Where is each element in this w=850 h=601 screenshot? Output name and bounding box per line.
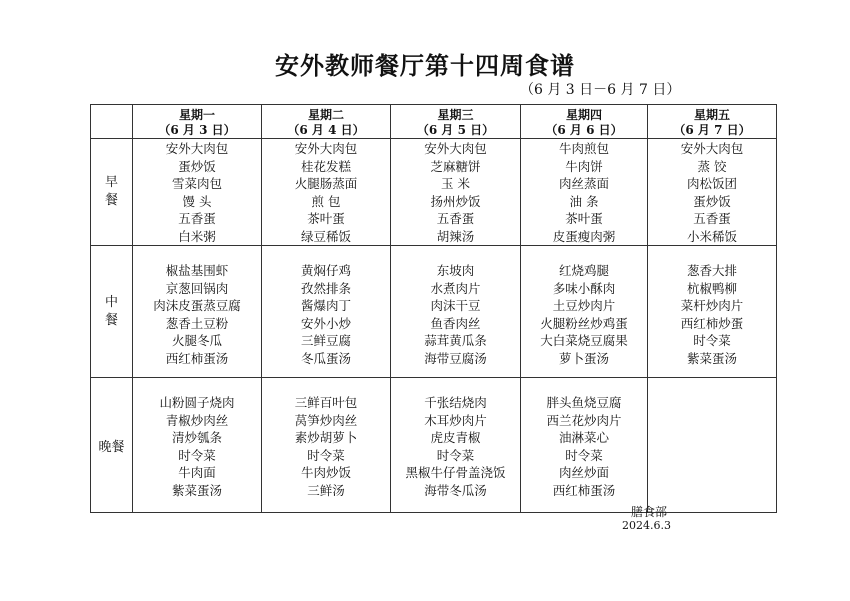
day-name: 星期二: [307, 108, 344, 122]
day-name: 星期一: [178, 108, 215, 122]
day-name: 星期五: [693, 108, 730, 122]
dish-list: [262, 246, 390, 367]
dish-item: 紫菜蛋汤: [171, 482, 222, 498]
dish-item: 紫菜蛋汤: [686, 350, 737, 366]
day-header: [521, 105, 648, 139]
day-name: 星期三: [437, 108, 474, 122]
dish-item: 雪菜肉包: [171, 176, 222, 191]
dish-item: 牛肉面: [178, 465, 216, 480]
dish-list: [391, 139, 520, 245]
dish-item: 椒盐基围虾: [165, 263, 229, 278]
dish-item: 玉 米: [441, 176, 470, 191]
meal-label-text: 早 餐: [104, 175, 118, 208]
corner-cell: [91, 105, 133, 139]
dish-list: [391, 378, 520, 499]
dish-item: 山粉圆子烧肉: [159, 395, 235, 410]
dish-item: 火腿冬瓜: [171, 333, 222, 348]
dish-item: 海带冬瓜汤: [424, 482, 487, 498]
dish-item: 冬瓜蛋汤: [300, 350, 351, 366]
day-date: （6 月 5 日）: [416, 123, 495, 137]
dish-item: 木耳炒肉片: [424, 412, 487, 428]
menu-cell: [133, 246, 262, 378]
dish-item: 煎 包: [311, 193, 341, 209]
day-header: [133, 105, 262, 139]
dish-list: [648, 378, 776, 394]
dish-list: [521, 139, 647, 245]
menu-cell: [133, 378, 262, 513]
menu-cell: [521, 378, 648, 513]
dish-item: 牛肉煎包: [558, 141, 609, 156]
dish-item: 东坡肉: [436, 263, 475, 278]
page-title: 安外教师餐厅第十四周食谱: [275, 52, 575, 80]
dish-list: [648, 246, 776, 367]
dish-item: 茶叶蛋: [307, 211, 345, 226]
day-header: [391, 105, 521, 139]
meal-label: [91, 246, 133, 378]
day-name: 星期四: [565, 108, 602, 122]
dish-item: 肉丝炒面: [558, 465, 609, 480]
menu-cell: [133, 139, 262, 246]
dish-item: 鱼香肉丝: [430, 315, 481, 331]
dish-item: 安外大肉包: [424, 141, 487, 156]
dish-item: 肉沫干豆: [430, 298, 481, 313]
dish-item: 时令菜: [178, 447, 216, 463]
menu-cell: [262, 246, 391, 378]
dish-item: 小米稀饭: [686, 228, 737, 244]
day-date: （6 月 6 日）: [545, 123, 623, 137]
dish-item: 时令菜: [307, 447, 345, 463]
dish-item: 安外小炒: [300, 315, 351, 331]
dish-item: 肉丝蒸面: [558, 176, 609, 191]
dish-item: 牛肉饼: [565, 158, 603, 174]
week-date-range: （6 月 3 日－6 月 7 日）: [520, 82, 681, 98]
menu-cell: [521, 139, 648, 246]
dish-item: 京葱回锅肉: [165, 280, 229, 296]
dish-item: 酱爆肉丁: [300, 298, 351, 313]
dish-item: 黄焖仔鸡: [300, 263, 351, 278]
dish-item: 西兰花炒肉片: [546, 412, 622, 428]
dish-item: 时令菜: [693, 333, 731, 348]
dish-item: 葱香土豆粉: [165, 315, 229, 331]
menu-cell: [521, 246, 648, 378]
dish-item: 清炒瓠条: [171, 430, 222, 445]
dish-list: [648, 139, 776, 245]
dish-item: 西红柿蛋汤: [552, 482, 616, 498]
meal-row-lunch: [91, 246, 777, 378]
dish-item: 海带豆腐汤: [424, 350, 487, 366]
dish-item: 茶叶蛋: [565, 211, 603, 226]
day-date: （6 月 3 日）: [158, 123, 236, 137]
menu-cell: [648, 139, 777, 246]
dish-item: 多味小酥肉: [552, 280, 616, 296]
dish-item: 三鲜汤: [307, 482, 345, 498]
dish-list: [133, 246, 261, 367]
dish-item: 蒜茸黄瓜条: [424, 333, 487, 348]
dish-item: 素炒胡萝卜: [294, 430, 358, 445]
dish-item: 大白菜烧豆腐果: [540, 333, 628, 348]
menu-cell: [262, 139, 391, 246]
menu-cell: [391, 246, 521, 378]
dish-list: [391, 246, 520, 367]
day-date: （6 月 7 日）: [673, 123, 751, 137]
menu-cell: [262, 378, 391, 513]
dish-item: 红烧鸡腿: [558, 263, 609, 278]
dish-item: 萝卜蛋汤: [558, 350, 609, 366]
dish-item: 安外大肉包: [680, 141, 744, 156]
dish-item: 蛋炒饭: [693, 193, 731, 209]
dish-item: 胡辣汤: [436, 228, 475, 244]
dish-item: 蒸 饺: [697, 158, 727, 174]
dish-list: [133, 139, 261, 245]
dish-item: 千张结烧肉: [424, 395, 487, 410]
dish-item: 五香蛋: [693, 211, 731, 226]
dish-item: 皮蛋瘦肉粥: [552, 228, 616, 244]
dish-item: 牛肉炒饭: [300, 465, 351, 480]
dish-item: 安外大肉包: [294, 141, 358, 156]
dish-item: 肉松饭团: [686, 176, 737, 191]
menu-cell: [648, 246, 777, 378]
dish-item: 杭椒鸭柳: [686, 280, 737, 296]
dish-item: 水煮肉片: [430, 280, 481, 296]
menu-cell: [391, 139, 521, 246]
dish-item: 葱香大排: [686, 263, 737, 278]
dish-item: 时令菜: [436, 447, 475, 463]
dish-item: 绿豆稀饭: [300, 228, 351, 244]
dish-item: 五香蛋: [436, 211, 475, 226]
dish-item: 芝麻糖饼: [430, 158, 481, 174]
dish-item: 五香蛋: [178, 211, 216, 226]
meal-label-text: 晚餐: [98, 439, 125, 455]
dish-item: 火腿肠蒸面: [294, 176, 358, 191]
dish-item: 扬州炒饭: [430, 193, 481, 209]
dish-list: [262, 139, 390, 245]
day-header: [648, 105, 777, 139]
dish-list: [521, 378, 647, 499]
meal-label: [91, 378, 133, 513]
meal-row-breakfast: [91, 139, 777, 246]
dish-item: 胖头鱼烧豆腐: [546, 395, 622, 410]
dish-item: 蛋炒饭: [178, 158, 216, 174]
header-row: [91, 105, 777, 139]
signature-date: 2024.6.3: [622, 519, 671, 532]
dish-item: 莴笋炒肉丝: [294, 412, 358, 428]
dish-item: 西红柿炒蛋: [680, 315, 744, 331]
dish-item: 火腿粉丝炒鸡蛋: [540, 315, 628, 331]
dish-item: 肉沫皮蛋蒸豆腐: [153, 298, 241, 313]
dish-item: 馒 头: [182, 193, 212, 209]
dish-item: 油淋菜心: [558, 430, 609, 445]
dish-item: 三鲜豆腐: [300, 333, 351, 348]
menu-table: [90, 104, 777, 513]
dish-item: 土豆炒肉片: [552, 298, 616, 313]
meal-row-dinner: [91, 378, 777, 513]
dish-item: 虎皮青椒: [430, 430, 481, 445]
dish-list: [262, 378, 390, 499]
dish-item: 油 条: [569, 193, 599, 209]
day-date: （6 月 4 日）: [287, 123, 365, 137]
dish-item: 时令菜: [565, 447, 603, 463]
menu-cell: [648, 378, 777, 513]
dish-item: 黑椒牛仔骨盖浇饭: [405, 465, 506, 480]
dish-item: 菜杆炒肉片: [680, 298, 744, 313]
dish-item: 孜然排条: [300, 280, 351, 296]
menu-cell: [391, 378, 521, 513]
dish-item: 桂花发糕: [300, 158, 351, 174]
dish-item: 西红柿蛋汤: [165, 350, 229, 366]
signature: 膳食部: [631, 505, 668, 519]
dish-item: 三鲜百叶包: [294, 395, 358, 410]
meal-label: [91, 139, 133, 246]
dish-list: [133, 378, 261, 499]
meal-label-text: 中 餐: [104, 294, 118, 328]
dish-item: 安外大肉包: [165, 141, 229, 156]
dish-item: 白米粥: [178, 228, 216, 244]
dish-list: [521, 246, 647, 367]
day-header: [262, 105, 391, 139]
dish-item: 青椒炒肉丝: [165, 412, 229, 428]
